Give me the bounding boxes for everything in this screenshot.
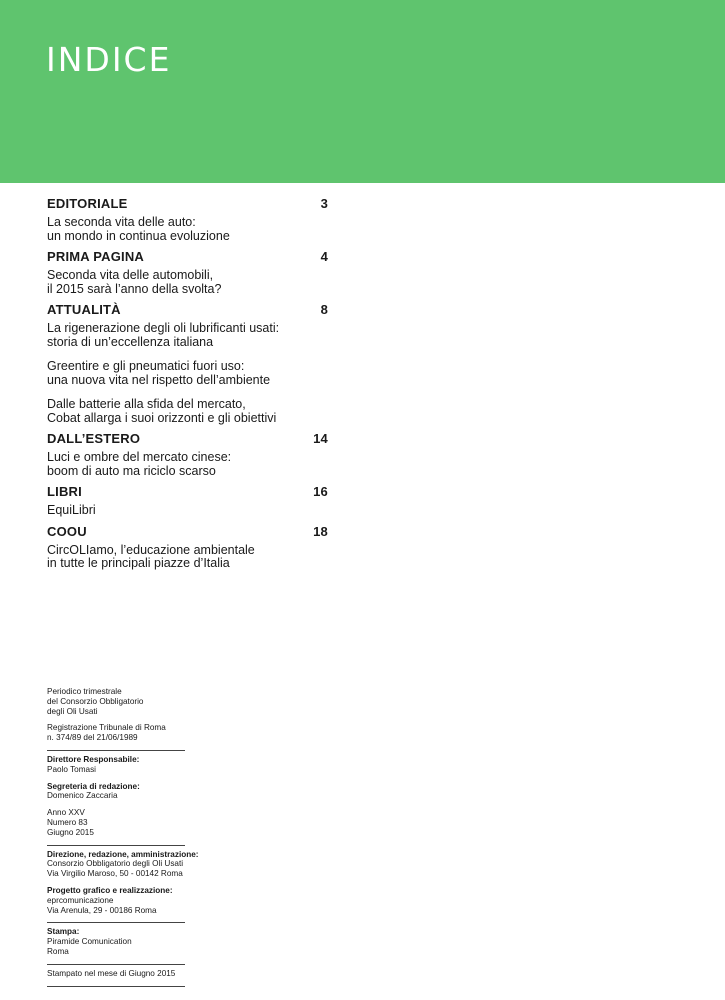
toc-entry[interactable] [47,504,328,518]
colophon-line: Paolo Tomasi [47,764,96,774]
table-of-contents [47,196,328,577]
toc-entry-line: in tutte le principali piazze d’Italia [47,556,230,570]
toc-entry[interactable] [47,216,328,243]
toc-entry[interactable] [47,451,328,478]
toc-entry-line: un mondo in continua evoluzione [47,228,230,243]
toc-entry-line: il 2015 sarà l’anno della svolta? [47,281,222,296]
colophon-label: Direttore Responsabile: [47,754,140,764]
divider [47,964,185,965]
colophon-line: Domenico Zaccaria [47,791,118,801]
toc-section-header[interactable] [47,484,328,501]
colophon-line: Anno XXV [47,808,85,818]
colophon-design [47,886,185,915]
toc-entry-line: Dalle batterie alla sfida del mercato, [47,397,246,411]
toc-section-coou [47,524,328,571]
colophon-line: Piramide Comunication [47,937,132,947]
toc-entry-line: storia di un’eccellenza italiana [47,334,214,349]
colophon-printed [47,969,185,979]
toc-section-title: EDITORIALE [47,196,128,211]
toc-entry[interactable] [47,544,328,571]
toc-page-number: 18 [313,523,328,539]
toc-entry[interactable] [47,322,328,349]
colophon-line: del Consorzio Obbligatorio [47,696,144,706]
colophon-line: eprcomunicazione [47,895,114,905]
toc-page-number: 3 [320,196,328,211]
divider [47,845,185,846]
colophon-label: Direzione, redazione, amministrazione: [47,849,199,859]
colophon-registration [47,723,185,743]
toc-section-editoriale [47,196,328,243]
toc-section-header[interactable] [47,431,328,448]
toc-entry-line: Seconda vita delle automobili, [47,268,214,282]
colophon-line: degli Oli Usati [47,706,98,716]
colophon-publisher [47,687,185,716]
toc-page-number: 14 [313,431,328,446]
colophon-line: Via Arenula, 29 - 00186 Roma [47,905,157,915]
toc-entry-line: La rigenerazione degli oli lubrificanti usati: [47,321,280,335]
toc-entry[interactable] [47,398,328,425]
colophon-line: n. 374/89 del 21/06/1989 [47,733,138,743]
colophon-label: Progetto grafico e realizzazione: [47,885,173,895]
toc-page-number: 16 [313,484,328,499]
toc-section-dall-estero [47,431,328,478]
toc-entry[interactable] [47,360,328,387]
toc-section-header[interactable] [47,302,328,319]
toc-section-header[interactable] [47,196,328,213]
header-banner [0,0,725,183]
colophon-issue [47,808,185,837]
page-title: INDICE [46,40,172,79]
colophon-line: Giugno 2015 [47,827,94,837]
colophon-line: Roma [47,946,69,956]
toc-entry-line: Greentire e gli pneumatici fuori uso: [47,359,245,373]
colophon-line: Registrazione Tribunale di Roma [47,723,166,733]
toc-section-title: PRIMA PAGINA [47,249,145,264]
toc-section-header[interactable] [47,249,328,266]
toc-entry-line: Luci e ombre del mercato cinese: [47,450,232,464]
toc-page-number: 4 [320,249,328,264]
toc-entry-line: EquiLibri [47,503,96,517]
colophon-line: Numero 83 [47,817,88,827]
toc-section-libri [47,484,328,518]
divider [47,750,185,751]
divider [47,986,185,987]
colophon [47,687,199,991]
colophon-line: Stampato nel mese di Giugno 2015 [47,968,176,978]
colophon-line: Via Virgilio Maroso, 50 - 00142 Roma [47,869,183,879]
colophon-label: Stampa: [47,927,80,937]
toc-section-title: COOU [47,523,87,539]
toc-page-number: 8 [320,302,328,317]
colophon-director [47,755,185,775]
toc-entry-line: Cobat allarga i suoi orizzonti e gli obiettivi [47,410,277,425]
colophon-line: Periodico trimestrale [47,687,122,696]
toc-section-title: ATTUALITÀ [47,302,121,317]
toc-entry[interactable] [47,269,328,296]
toc-section-prima-pagina [47,249,328,296]
colophon-print [47,927,185,956]
colophon-secretariat [47,782,185,802]
toc-entry-line: boom di auto ma riciclo scarso [47,463,216,478]
colophon-label: Segreteria di redazione: [47,781,140,791]
toc-section-title: LIBRI [47,484,82,499]
colophon-direction [47,849,199,879]
toc-entry-line: La seconda vita delle auto: [47,215,196,229]
toc-section-title: DALL’ESTERO [47,431,141,446]
toc-entry-line: una nuova vita nel rispetto dell’ambiente [47,372,271,387]
toc-section-attualita [47,302,328,425]
toc-section-header[interactable] [47,524,328,541]
toc-entry-line: CircOLIamo, l’educazione ambientale [47,542,255,557]
colophon-line: Consorzio Obbligatorio degli Oli Usati [47,859,184,869]
divider [47,922,185,923]
